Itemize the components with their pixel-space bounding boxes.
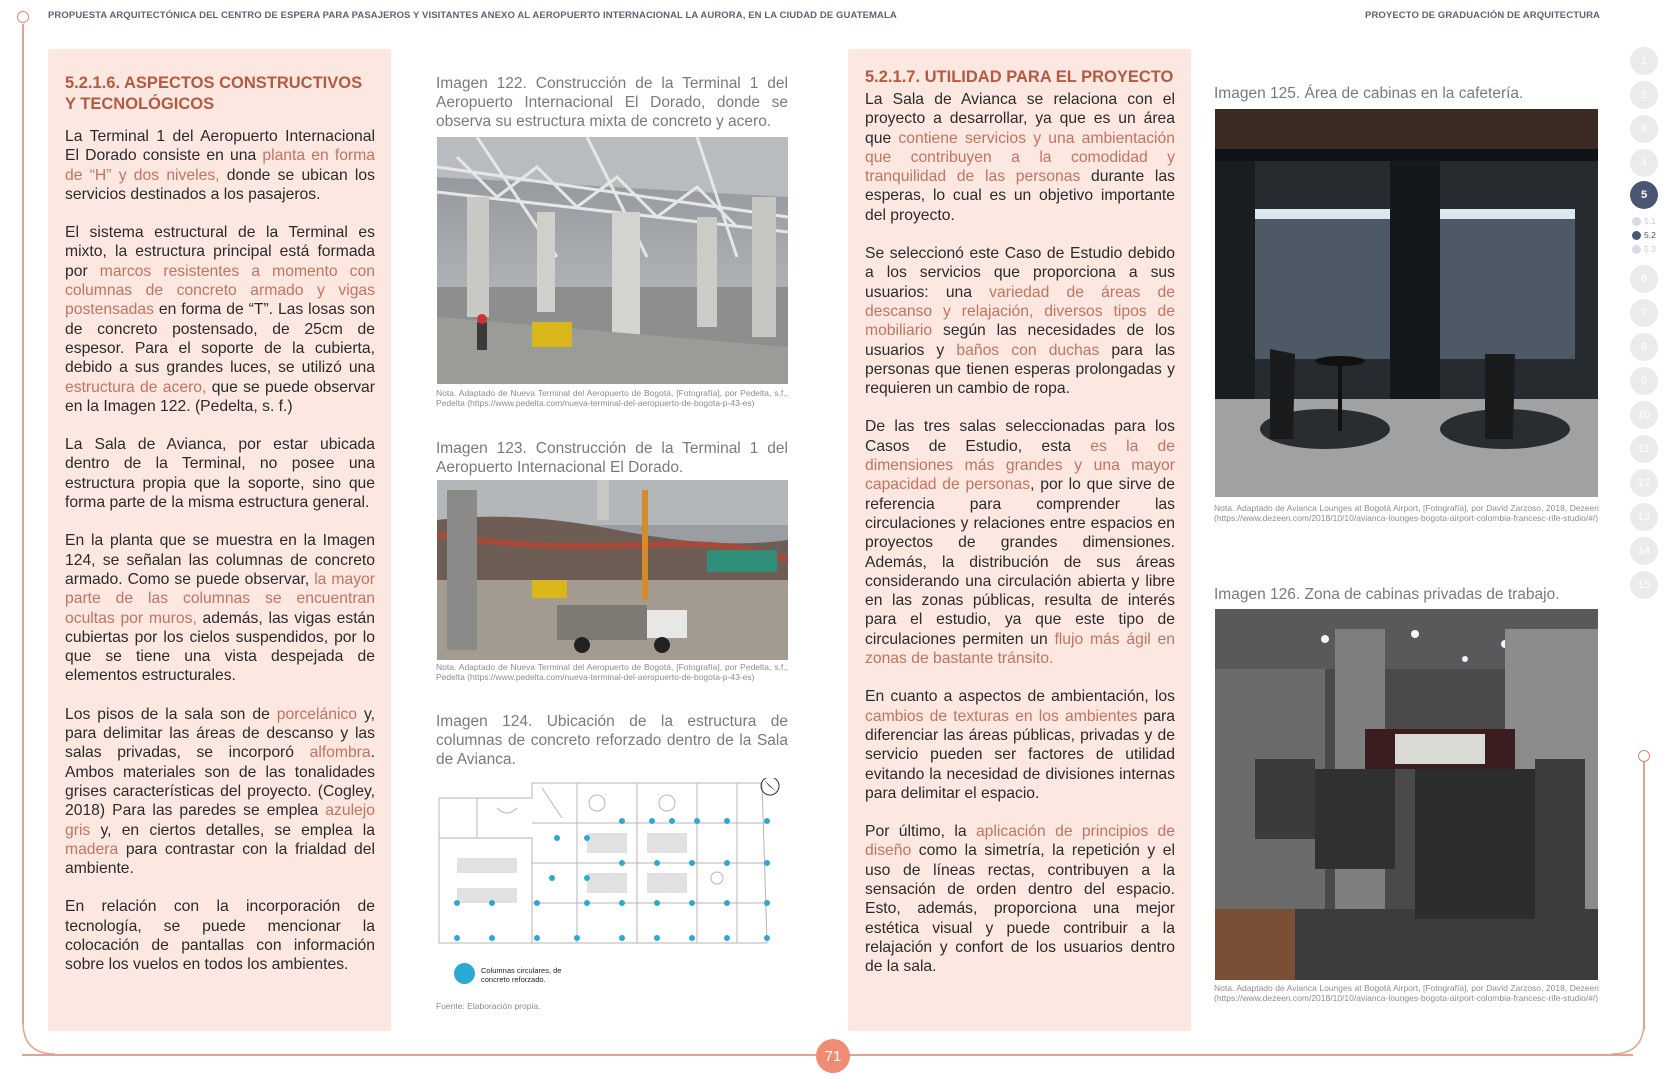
figure-note-123: Nota. Adaptado de Nueva Terminal del Aeropuerto de Bogotá, [Fotografía], por Pedelta, s.f., Pedelta (https://www.pedelta.com/nueva-terminal-del-aeropuerto-de-bogota-p-43-es) (436, 662, 788, 682)
frame-corner-dot (17, 11, 29, 23)
figure-source-124: Fuente: Elaboración propia. (436, 1001, 541, 1011)
nav-chapter-10[interactable]: 10 (1630, 401, 1658, 429)
nav-chapter-9[interactable]: 9 (1630, 367, 1658, 395)
running-header-title: PROPUESTA ARQUITECTÓNICA DEL CENTRO DE ESPERA PARA PASAJEROS Y VISITANTES ANEXO AL AEROPUERTO INTERNACIONAL LA AURORA, EN LA CIUDAD DE GUATEMALA (48, 10, 897, 21)
paragraph: La Terminal 1 del Aeropuerto Internacional El Dorado consiste en una planta en forma de “H” y dos niveles, donde se ubican los servicios destinados a los pasajeros. (65, 128, 375, 203)
photo-terminal-construction-site (437, 480, 788, 660)
paragraph: Por último, la aplicación de principios de diseño como la simetría, la repetición y el uso de líneas rectas, contribuyen a la sensación de orden dentro del espacio. Esto, además, proporciona una mejor estética visual y puede contribuir a la relajación y confort de los usuarios dentro de la sala. (865, 823, 1175, 976)
section-title: 5.2.1.6. ASPECTOS CONSTRUCTIVOS Y TECNOLÓGICOS (65, 74, 363, 113)
section-panel-constructive (48, 49, 391, 1031)
nav-chapter-2[interactable]: 2 (1630, 81, 1658, 109)
paragraph: En cuanto a aspectos de ambientación, los cambios de texturas en los ambientes para diferenciar las áreas públicas, privadas y de servicio pueden ser factores de utilidad evitando la necesidad de divisiones internas para delimitar el espacio. (865, 688, 1175, 802)
figure-note-126: Nota. Adaptado de Avianca Lounges at Bogotá Airport, [Fotografía], por David Zarzoso, 2018, Dezeen (https://www.dezeen.com/2018/10/10/avianca-lounges-bogota-airport-colombia-francesc-rife-studio/#/) (1214, 983, 1599, 1003)
nav-chapter-13[interactable]: 13 (1630, 503, 1658, 531)
section-title: 5.2.1.7. UTILIDAD PARA EL PROYECTO (865, 68, 1174, 86)
floor-plan-columns-diagram (437, 778, 788, 953)
nav-chapter-6[interactable]: 6 (1630, 265, 1658, 293)
paragraph: El sistema estructural de la Terminal es mixto, la estructura principal está formada por marcos resistentes a momento con columnas de concreto armado y vigas postensadas en forma de “T”. Las losas son de concreto postensado, de 25cm de espesor. Para el soporte de la cubierta, debido a sus grandes luces, se utilizó una estructura de acero, que se puede observar en la Imagen 122. (Pedelta, s. f.) (65, 224, 375, 415)
nav-subsection-5-2[interactable]: 5.2 (1632, 230, 1656, 240)
paragraph: En relación con la incorporación de tecnología, se puede mencionar la colocación de pantallas con información sobre los vuelos en todos los ambientes. (65, 898, 375, 974)
figure-caption-124: Imagen 124. Ubicación de la estructura de columnas de concreto reforzado dentro de la Sala de Avianca. (436, 713, 788, 768)
frame-right-dot (1638, 750, 1650, 762)
frame-line-bottom-left (22, 1054, 818, 1056)
section-panel-utility (848, 49, 1191, 1031)
figure-caption-125: Imagen 125. Área de cabinas en la cafetería. (1214, 85, 1524, 102)
figure-caption-123: Imagen 123. Construcción de la Terminal 1 del Aeropuerto Internacional El Dorado. (436, 440, 788, 476)
page-number: 71 (816, 1039, 850, 1073)
photo-private-work-cabins (1215, 609, 1598, 980)
frame-curve-right (1611, 1022, 1645, 1056)
nav-chapter-14[interactable]: 14 (1630, 537, 1658, 565)
figure-note-122: Nota. Adaptado de Nueva Terminal del Aeropuerto de Bogotá, [Fotografía], por Pedelta, s.f., Pedelta (https://www.pedelta.com/nueva-terminal-del-aeropuerto-de-bogota-p-43-es) (436, 388, 788, 408)
nav-chapter-4[interactable]: 4 (1630, 149, 1658, 177)
nav-chapter-15[interactable]: 15 (1630, 571, 1658, 599)
legend-column-marker-icon (454, 963, 475, 984)
legend-label: Columnas circulares, de concreto reforzado. (481, 966, 562, 984)
paragraph: La Sala de Avianca se relaciona con el proyecto a desarrollar, ya que es un área que contiene servicios y una ambientación que contribuyen a la comodidad y tranquilidad de las personas durante las esperas, lo cual es un objetivo importante del proyecto. (865, 91, 1175, 224)
frame-line-right (1643, 762, 1645, 1030)
paragraph: Los pisos de la sala son de porcelánico y, para delimitar las áreas de descanso y las salas privadas, se incorporó alfombra. Ambos materiales son de las tonalidades grises características del proyecto. (Cogley, 2018) Para las paredes se emplea azulejo gris y, en ciertos detalles, se emplea la madera para contrastar con la frialdad del ambiente. (65, 705, 375, 878)
running-header-program: PROYECTO DE GRADUACIÓN DE ARQUITECTURA (1365, 10, 1600, 21)
frame-line-bottom-right (848, 1054, 1633, 1056)
nav-chapter-12[interactable]: 12 (1630, 469, 1658, 497)
nav-chapter-8[interactable]: 8 (1630, 333, 1658, 361)
frame-line-left (22, 24, 24, 1024)
nav-chapter-5[interactable]: 5 (1630, 181, 1658, 209)
nav-subsection-5-3[interactable]: 5.3 (1632, 244, 1656, 254)
figure-note-125: Nota. Adaptado de Avianca Lounges at Bogotá Airport, [Fotografía], por David Zarzoso, 2018, Dezeen (https://www.dezeen.com/2018/10/10/avianca-lounges-bogota-airport-colombia-francesc-rife-studio/#/) (1214, 503, 1599, 523)
paragraph: En la planta que se muestra en la Imagen 124, se señalan las columnas de concreto armado. Como se puede observar, la mayor parte de las columnas se encuentran ocultas por muros, además, las vigas están cubiertas por los cielos suspendidos, por lo que se tiene una vista despejada de elementos estructurales. (65, 532, 375, 685)
photo-terminal-construction-steel (437, 137, 788, 384)
nav-subsection-5-1[interactable]: 5.1 (1632, 216, 1656, 226)
nav-chapter-1[interactable]: 1 (1630, 47, 1658, 75)
photo-cafeteria-cabins (1215, 109, 1598, 497)
nav-chapter-7[interactable]: 7 (1630, 299, 1658, 327)
figure-caption-126: Imagen 126. Zona de cabinas privadas de trabajo. (1214, 586, 1560, 603)
figure-caption-122: Imagen 122. Construcción de la Terminal 1 del Aeropuerto Internacional El Dorado, donde se observa su estructura mixta de concreto y acero. (436, 75, 788, 130)
paragraph: De las tres salas seleccionadas para los Casos de Estudio, esta es la de dimensiones más grandes y una mayor capacidad de personas, por lo que sirve de referencia para comprender las circulaciones y relaciones entre espacios en proyectos de grandes dimensiones. Además, la distribución de sus áreas considerando una circulación abierta y libre en las zonas públicas, resulta de interés para el estudio, ya que este tipo de circulaciones permiten un flujo más ágil en zonas de bastante tránsito. (865, 418, 1175, 668)
paragraph: La Sala de Avianca, por estar ubicada dentro de la Terminal, no posee una estructura propia que la soporte, sino que forma parte de la misma estructura general. (65, 436, 375, 512)
paragraph: Se seleccionó este Caso de Estudio debido a los servicios que proporciona a sus usuarios: una variedad de áreas de descanso y relajación, diversos tipos de mobiliario según las necesidades de los usuarios y baños con duchas para las personas que tienen esperas prolongadas y requieren un cambio de ropa. (865, 245, 1176, 398)
nav-chapter-11[interactable]: 11 (1630, 435, 1658, 463)
nav-chapter-3[interactable]: 3 (1630, 115, 1658, 143)
